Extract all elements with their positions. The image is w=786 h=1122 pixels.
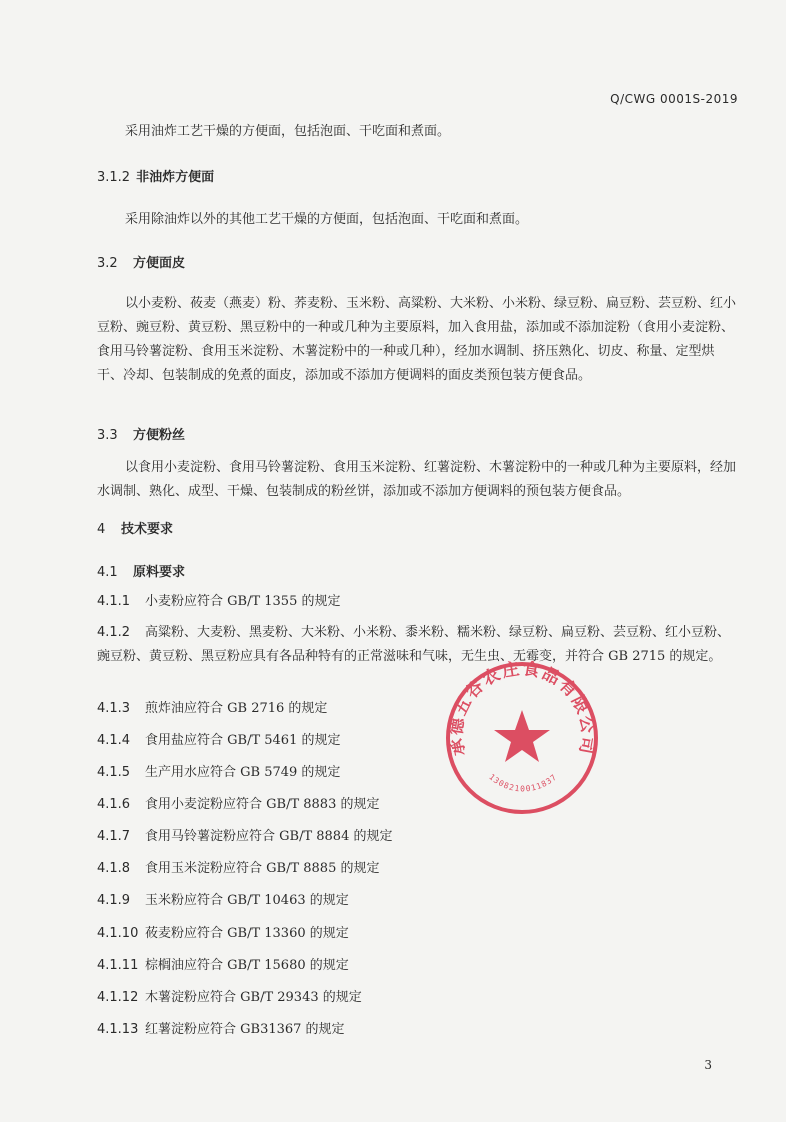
- item-text: 煎炸油应符合 GB 2716 的规定: [145, 701, 328, 716]
- heading-3-2: [97, 252, 185, 271]
- item-text: 生产用水应符合 GB 5749 的规定: [145, 765, 341, 780]
- heading-title: 方便粉丝: [133, 428, 186, 443]
- seal-star-icon: [494, 710, 550, 762]
- heading-number: 4.1: [97, 565, 118, 580]
- requirement-item: [97, 761, 737, 785]
- heading-number: 3.1.2: [97, 170, 131, 185]
- heading-title: 非油炸方便面: [136, 170, 215, 185]
- item-number: 4.1.6: [97, 797, 131, 812]
- item-text: 红薯淀粉应符合 GB31367 的规定: [145, 1022, 345, 1037]
- seal-company-text: 承德五谷农庄食品有限公司: [446, 659, 598, 758]
- requirement-item: [97, 857, 737, 881]
- paragraph-instant-wrapper: 以小麦粉、莜麦（燕麦）粉、荞麦粉、玉米粉、高粱粉、大米粉、小米粉、绿豆粉、扁豆粉、芸豆粉、红小豆粉、豌豆粉、黄豆粉、黑豆粉中的一种或几种为主要原料，加入食用盐，添加或不添加淀粉（食用小麦淀粉、食用马铃薯淀粉、食用玉米淀粉、木薯淀粉中的一种或几种），经加水调制、挤压熟化、切皮、称量、定型烘干、冷却、包装制成的免煮的面皮，添加或不添加方便调料的面皮类预包装方便食品。: [97, 296, 737, 383]
- heading-4: [97, 518, 173, 537]
- requirement-item: [97, 986, 737, 1010]
- item-number: 4.1.9: [97, 893, 131, 908]
- item-number: 4.1.8: [97, 861, 131, 876]
- heading-3-3: [97, 424, 185, 443]
- paragraph-fried-noodle: 采用油炸工艺干燥的方便面，包括泡面、干吃面和煮面。: [125, 124, 451, 139]
- seal-code-text: 1308210011837: [487, 772, 559, 794]
- item-number: 4.1.10: [97, 926, 139, 941]
- requirement-item: [97, 697, 737, 721]
- item-text: 木薯淀粉应符合 GB/T 29343 的规定: [145, 990, 362, 1005]
- heading-title: 原料要求: [133, 565, 186, 580]
- item-number: 4.1.2: [97, 625, 131, 640]
- paragraph-nonfried-noodle: 采用除油炸以外的其他工艺干燥的方便面，包括泡面、干吃面和煮面。: [125, 212, 529, 227]
- item-number: 4.1.4: [97, 733, 131, 748]
- requirement-item: [97, 954, 737, 978]
- requirement-item: [97, 889, 737, 913]
- item-number: 4.1.5: [97, 765, 131, 780]
- heading-3-1-2: [97, 166, 214, 185]
- heading-title: 技术要求: [121, 522, 174, 537]
- heading-title: 方便面皮: [133, 256, 186, 271]
- item-text: 小麦粉应符合 GB/T 1355 的规定: [145, 594, 341, 609]
- item-number: 4.1.1: [97, 594, 131, 609]
- item-number: 4.1.11: [97, 958, 139, 973]
- heading-number: 4: [97, 522, 106, 537]
- requirement-item: [97, 590, 737, 614]
- item-number: 4.1.13: [97, 1022, 139, 1037]
- requirement-item: [97, 621, 737, 669]
- requirement-item: [97, 793, 737, 817]
- item-text: 玉米粉应符合 GB/T 10463 的规定: [145, 893, 349, 908]
- item-text: 棕榈油应符合 GB/T 15680 的规定: [145, 958, 349, 973]
- item-number: 4.1.12: [97, 990, 139, 1005]
- item-text: 食用玉米淀粉应符合 GB/T 8885 的规定: [145, 861, 380, 876]
- item-number: 4.1.7: [97, 829, 131, 844]
- standard-code: Q/CWG 0001S-2019: [610, 92, 738, 106]
- page-number: 3: [704, 1058, 712, 1072]
- requirement-item: [97, 825, 737, 849]
- heading-4-1: [97, 561, 185, 580]
- heading-number: 3.2: [97, 256, 118, 271]
- item-text: 食用马铃薯淀粉应符合 GB/T 8884 的规定: [145, 829, 393, 844]
- item-number: 4.1.3: [97, 701, 131, 716]
- requirement-item: [97, 922, 737, 946]
- requirement-item: [97, 1018, 737, 1042]
- item-text: 莜麦粉应符合 GB/T 13360 的规定: [145, 926, 349, 941]
- heading-number: 3.3: [97, 428, 118, 443]
- company-seal-stamp: [442, 658, 602, 818]
- requirement-item: [97, 729, 737, 753]
- item-text: 食用小麦淀粉应符合 GB/T 8883 的规定: [145, 797, 380, 812]
- paragraph-instant-vermicelli: 以食用小麦淀粉、食用马铃薯淀粉、食用玉米淀粉、红薯淀粉、木薯淀粉中的一种或几种为主要原料，经加水调制、熟化、成型、干燥、包装制成的粉丝饼，添加或不添加方便调料的预包装方便食品。: [97, 460, 737, 499]
- item-text: 高粱粉、大麦粉、黑麦粉、大米粉、小米粉、黍米粉、糯米粉、绿豆粉、扁豆粉、芸豆粉、红小豆粉、豌豆粉、黄豆粉、黑豆粉应具有各品种特有的正常滋味和气味，无生虫、无霉变，并符合 GB 2715 的规定。: [97, 625, 731, 664]
- item-text: 食用盐应符合 GB/T 5461 的规定: [145, 733, 341, 748]
